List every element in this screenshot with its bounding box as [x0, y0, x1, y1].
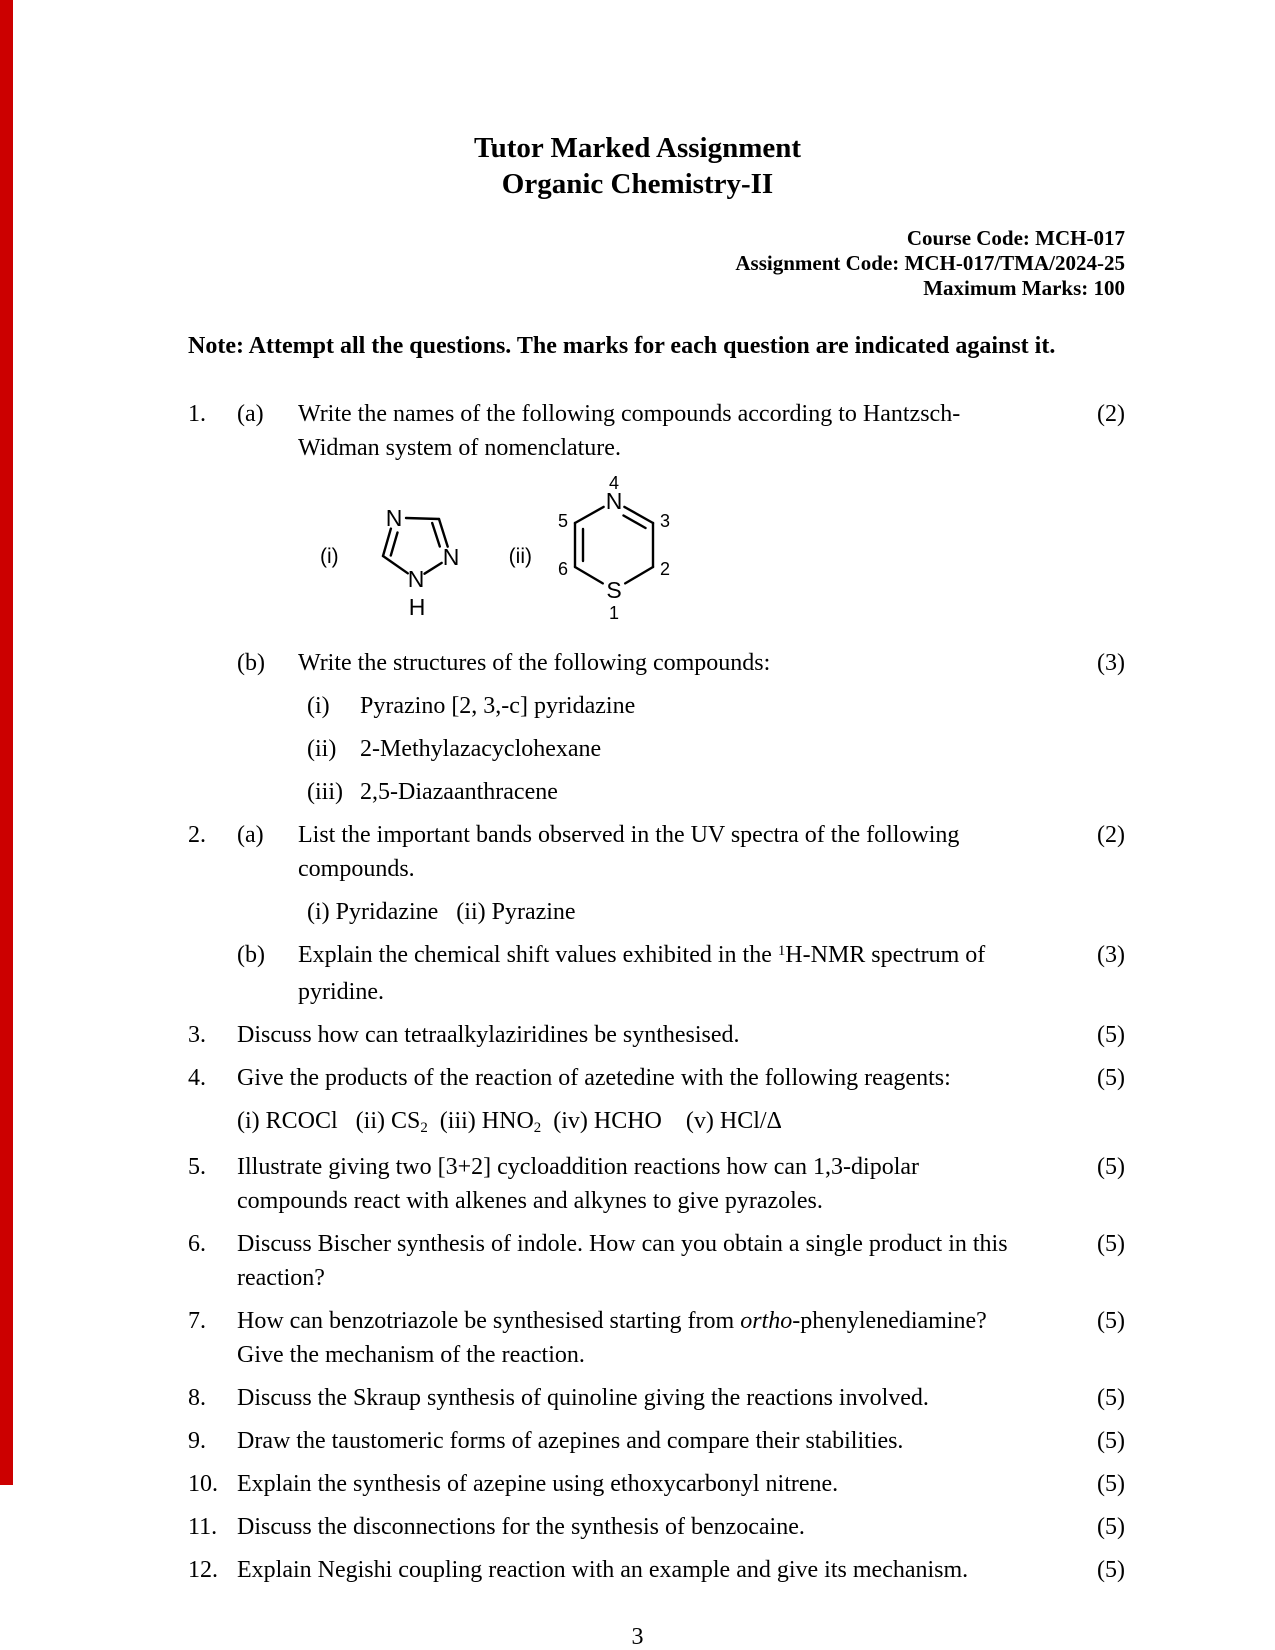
sulfur-atom-label: S: [606, 577, 622, 603]
reagents-line: [237, 1104, 1018, 1141]
nitrogen-atom-label: N: [605, 488, 623, 514]
question-number: 8.: [188, 1385, 206, 1411]
question-row-5: [188, 1150, 1125, 1218]
question-text: Discuss the Skraup synthesis of quinoline giving the reactions involved.: [237, 1385, 929, 1411]
question-row-2a-subline: [188, 895, 1125, 929]
item-text: 2-Methylazacyclohexane: [360, 736, 602, 762]
course-code: Course Code: MCH-017: [906, 226, 1125, 250]
page-number: 3: [631, 1624, 644, 1650]
question-row-1a: [188, 397, 1125, 465]
course-info-block: [0, 226, 1125, 301]
question-text: Give the products of the reaction of azetedine with the following reagents:: [237, 1065, 951, 1091]
question-row-7: [188, 1304, 1125, 1372]
question-number: 11.: [188, 1514, 218, 1540]
question-row-4: [188, 1061, 1125, 1095]
question-marks: (5): [1097, 1308, 1125, 1334]
thiazine-structure-diagram: [550, 474, 678, 640]
text-post: H-NMR spectrum of pyridine.: [298, 942, 986, 1005]
question-marks: (5): [1097, 1514, 1125, 1540]
question-row-8: [188, 1381, 1125, 1415]
question-marks: (5): [1097, 1231, 1125, 1257]
question-marks: (5): [1097, 1022, 1125, 1048]
question-number: 6.: [188, 1231, 206, 1257]
position-number-3: 3: [659, 511, 670, 531]
question-number: 10.: [188, 1471, 218, 1497]
reagent-text: (iii) HNO: [427, 1108, 534, 1134]
question-row-1b-item-iii: [188, 775, 1125, 809]
question-marks: (5): [1097, 1065, 1125, 1091]
question-letter: (b): [237, 650, 265, 676]
question-letter: (b): [237, 942, 265, 968]
position-number-2: 2: [659, 559, 670, 579]
question-row-2a: [188, 818, 1125, 886]
question-text: Discuss the disconnections for the synthesis of benzocaine.: [237, 1514, 805, 1540]
question-text: Explain Negishi coupling reaction with an example and give its mechanism.: [237, 1557, 969, 1583]
nitrogen-atom-label: N: [385, 505, 402, 531]
question-number: 5.: [188, 1154, 206, 1180]
left-accent-bar: [0, 0, 13, 1485]
subline-text: (i) Pyridazine (ii) Pyrazine: [307, 899, 576, 925]
question-text: [298, 938, 1018, 1009]
nitrogen-atom-label: N: [442, 544, 459, 570]
question-number: 1.: [188, 401, 206, 427]
nitrogen-atom-label: N: [407, 566, 424, 592]
note-line: Note: Attempt all the questions. The marks for each question are indicated against it.: [188, 333, 1056, 359]
question-text: Write the names of the following compounds according to Hantzsch-Widman system of nomenclature.: [298, 401, 961, 461]
question-text: Draw the taustomeric forms of azepines and compare their stabilities.: [237, 1428, 904, 1454]
assignment-code: Assignment Code: MCH-017/TMA/2024-25: [735, 251, 1125, 275]
question-marks: (5): [1097, 1428, 1125, 1454]
question-row-2b: [188, 938, 1125, 1009]
question-row-11: [188, 1510, 1125, 1544]
position-number-6: 6: [557, 559, 568, 579]
question-text: [237, 1304, 1018, 1372]
question-text: Discuss how can tetraalkylaziridines be synthesised.: [237, 1022, 740, 1048]
question-number: 7.: [188, 1308, 206, 1334]
question-marks: (5): [1097, 1557, 1125, 1583]
superscript-1: 1: [777, 942, 786, 959]
question-row-1b-item-i: [188, 689, 1125, 723]
maximum-marks: Maximum Marks: 100: [923, 276, 1125, 300]
question-text: Explain the synthesis of azepine using ethoxycarbonyl nitrene.: [237, 1471, 839, 1497]
question-row-9: [188, 1424, 1125, 1458]
question-marks: (2): [1097, 401, 1125, 427]
question-row-3: [188, 1018, 1125, 1052]
item-roman: (ii): [307, 736, 337, 762]
question-letter: (a): [237, 822, 264, 848]
question-number: [188, 646, 237, 680]
question-row-6: [188, 1227, 1125, 1295]
document-title-line1: Tutor Marked Assignment: [473, 132, 802, 164]
document-header: [0, 0, 1275, 202]
question-number: 3.: [188, 1022, 206, 1048]
text-pre: How can benzotriazole be synthesised starting from: [237, 1308, 741, 1334]
position-number-4: 4: [608, 474, 619, 493]
question-text: Illustrate giving two [3+2] cycloaddition reactions how can 1,3-dipolar compounds react with alkenes and alkynes to give pyrazoles.: [237, 1154, 920, 1214]
question-marks: (3): [1097, 942, 1125, 968]
item-text: 2,5-Diazaanthracene: [360, 779, 558, 805]
question-row-10: [188, 1467, 1125, 1501]
question-number: [188, 938, 237, 1009]
question-text: List the important bands observed in the UV spectra of the following compounds.: [298, 822, 960, 882]
reagent-text: (iv) HCHO (v) HCl/Δ: [541, 1108, 782, 1134]
subscript-2: 2: [533, 1120, 542, 1137]
question-row-1b-item-ii: [188, 732, 1125, 766]
structure-label-ii: (ii): [508, 545, 532, 568]
item-roman: (i): [307, 693, 330, 719]
question-letter: (a): [237, 401, 264, 427]
question-marks: (5): [1097, 1154, 1125, 1180]
question-marks: (3): [1097, 650, 1125, 676]
question-number: 9.: [188, 1428, 206, 1454]
question-row-1b: [188, 646, 1125, 680]
question-number: 12.: [188, 1557, 218, 1583]
triazole-structure-diagram: [361, 484, 473, 630]
italic-ortho: ortho: [740, 1308, 793, 1334]
position-number-1: 1: [608, 603, 619, 623]
structure-diagrams: [237, 474, 1018, 640]
question-marks: (5): [1097, 1471, 1125, 1497]
structure-label-i: (i): [320, 545, 339, 568]
document-title-line2: Organic Chemistry-II: [501, 168, 774, 200]
question-row-1-structures: [188, 474, 1125, 640]
question-marks: (5): [1097, 1385, 1125, 1411]
question-list: [188, 397, 1125, 1587]
text-post: -phenylenediamine? Give the mechanism of the reaction.: [237, 1308, 987, 1368]
question-number: 4.: [188, 1065, 206, 1091]
hydrogen-atom-label: H: [408, 594, 425, 620]
question-marks: (2): [1097, 822, 1125, 848]
position-number-5: 5: [557, 511, 568, 531]
item-text: Pyrazino [2, 3,-c] pyridazine: [360, 693, 636, 719]
question-number: 2.: [188, 822, 206, 848]
question-text: Write the structures of the following compounds:: [298, 650, 771, 676]
text-pre: Explain the chemical shift values exhibited in the: [298, 942, 778, 968]
question-row-12: [188, 1553, 1125, 1587]
reagent-text: (i) RCOCl (ii) CS: [237, 1108, 421, 1134]
question-text: Discuss Bischer synthesis of indole. How can you obtain a single product in this reaction?: [237, 1231, 1008, 1291]
subscript-2: 2: [420, 1120, 428, 1137]
question-row-4-reagents: [188, 1104, 1125, 1141]
item-roman: (iii): [307, 779, 343, 805]
